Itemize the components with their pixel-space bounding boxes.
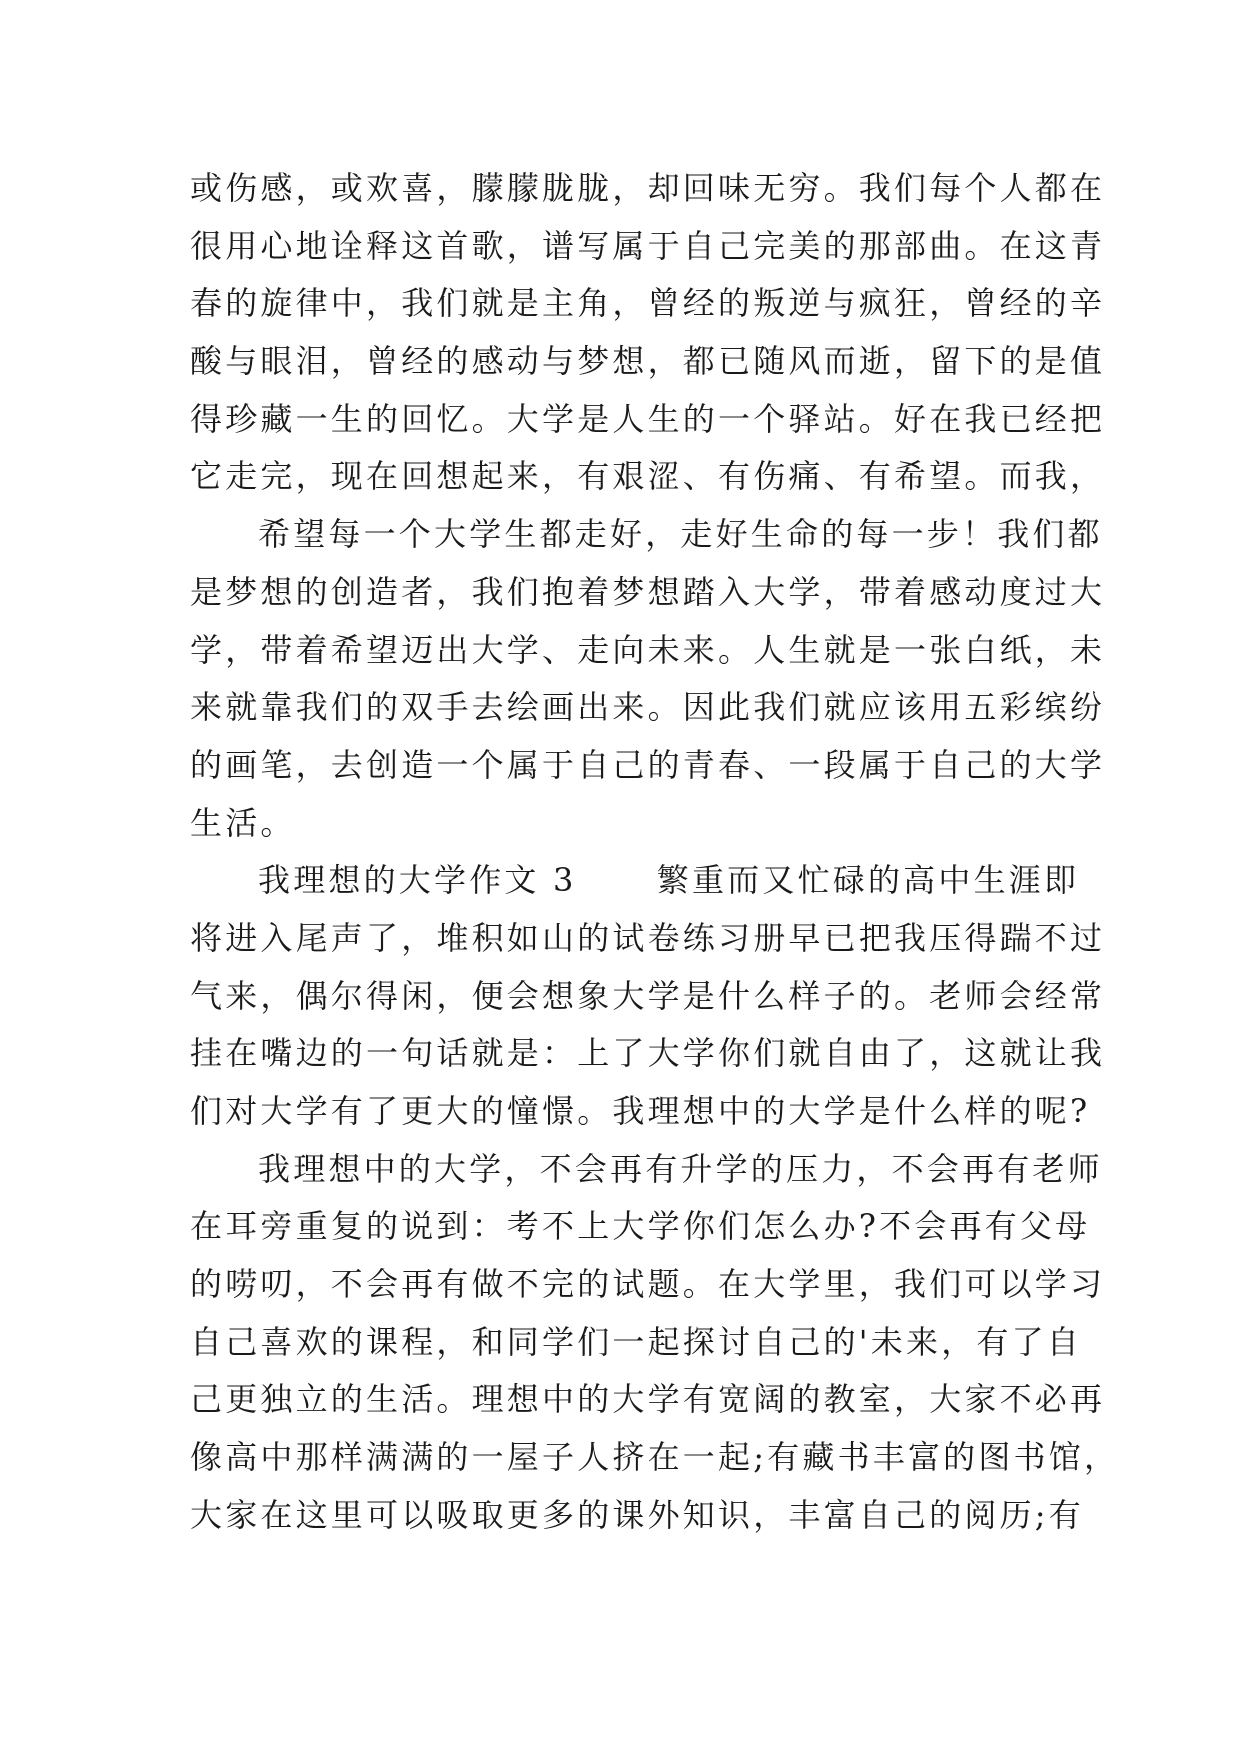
text-line: 是梦想的创造者，我们抱着梦想踏入大学，带着感动度过大 (190, 572, 1106, 611)
text-line: 的画笔，去创造一个属于自己的青春、一段属于自己的大学 (190, 745, 1106, 784)
text-line: 己更独立的生活。理想中的大学有宽阔的教室，大家不必再 (190, 1380, 1106, 1419)
text-line: 将进入尾声了，堆积如山的试卷练习册早已把我压得踹不过 (190, 918, 1106, 957)
text-line: 或伤感，或欢喜，朦朦胧胧，却回味无穷。我们每个人都在 (190, 169, 1106, 207)
section-heading-line: 我理想的大学作文 3 繁重而又忙碌的高中生涯即 (258, 861, 1080, 900)
text-line: 在耳旁重复的说到：考不上大学你们怎么办?不会再有父母 (190, 1207, 1091, 1246)
text-line: 春的旋律中，我们就是主角，曾经的叛逆与疯狂，曾经的辛 (190, 284, 1106, 323)
text-line: 的唠叨，不会再有做不完的试题。在大学里，我们可以学习 (190, 1265, 1106, 1304)
text-line: 大家在这里可以吸取更多的课外知识，丰富自己的阅历;有 (190, 1495, 1084, 1534)
text-line: 它走完，现在回想起来，有艰涩、有伤痛、有希望。而我， (190, 457, 1106, 496)
paragraph-start-line: 希望每一个大学生都走好，走好生命的每一步！我们都 (258, 515, 1103, 554)
essay-body (190, 160, 1120, 1545)
text-line: 像高中那样满满的一屋子人挤在一起;有藏书丰富的图书馆， (190, 1438, 1120, 1477)
text-line: 来就靠我们的双手去绘画出来。因此我们就应该用五彩缤纷 (190, 688, 1106, 727)
text-line: 气来，偶尔得闲，便会想象大学是什么样子的。老师会经常 (190, 976, 1106, 1015)
text-line: 生活。 (190, 803, 296, 842)
text-line: 很用心地诠释这首歌，谱写属于自己完美的那部曲。在这青 (190, 226, 1106, 265)
text-line: 挂在嘴边的一句话就是：上了大学你们就自由了，这就让我 (190, 1034, 1106, 1073)
text-line: 得珍藏一生的回忆。大学是人生的一个驿站。好在我已经把 (190, 399, 1106, 438)
text-line: 学，带着希望迈出大学、走向未来。人生就是一张白纸，未 (190, 630, 1106, 669)
paragraph-start-line: 我理想中的大学，不会再有升学的压力，不会再有老师 (258, 1149, 1103, 1188)
text-line: 们对大学有了更大的憧憬。我理想中的大学是什么样的呢? (190, 1092, 1091, 1130)
text-line: 自己喜欢的课程，和同学们一起探讨自己的'未来，有了自 (190, 1322, 1082, 1361)
text-line: 酸与眼泪，曾经的感动与梦想，都已随风而逝，留下的是值 (190, 342, 1106, 381)
